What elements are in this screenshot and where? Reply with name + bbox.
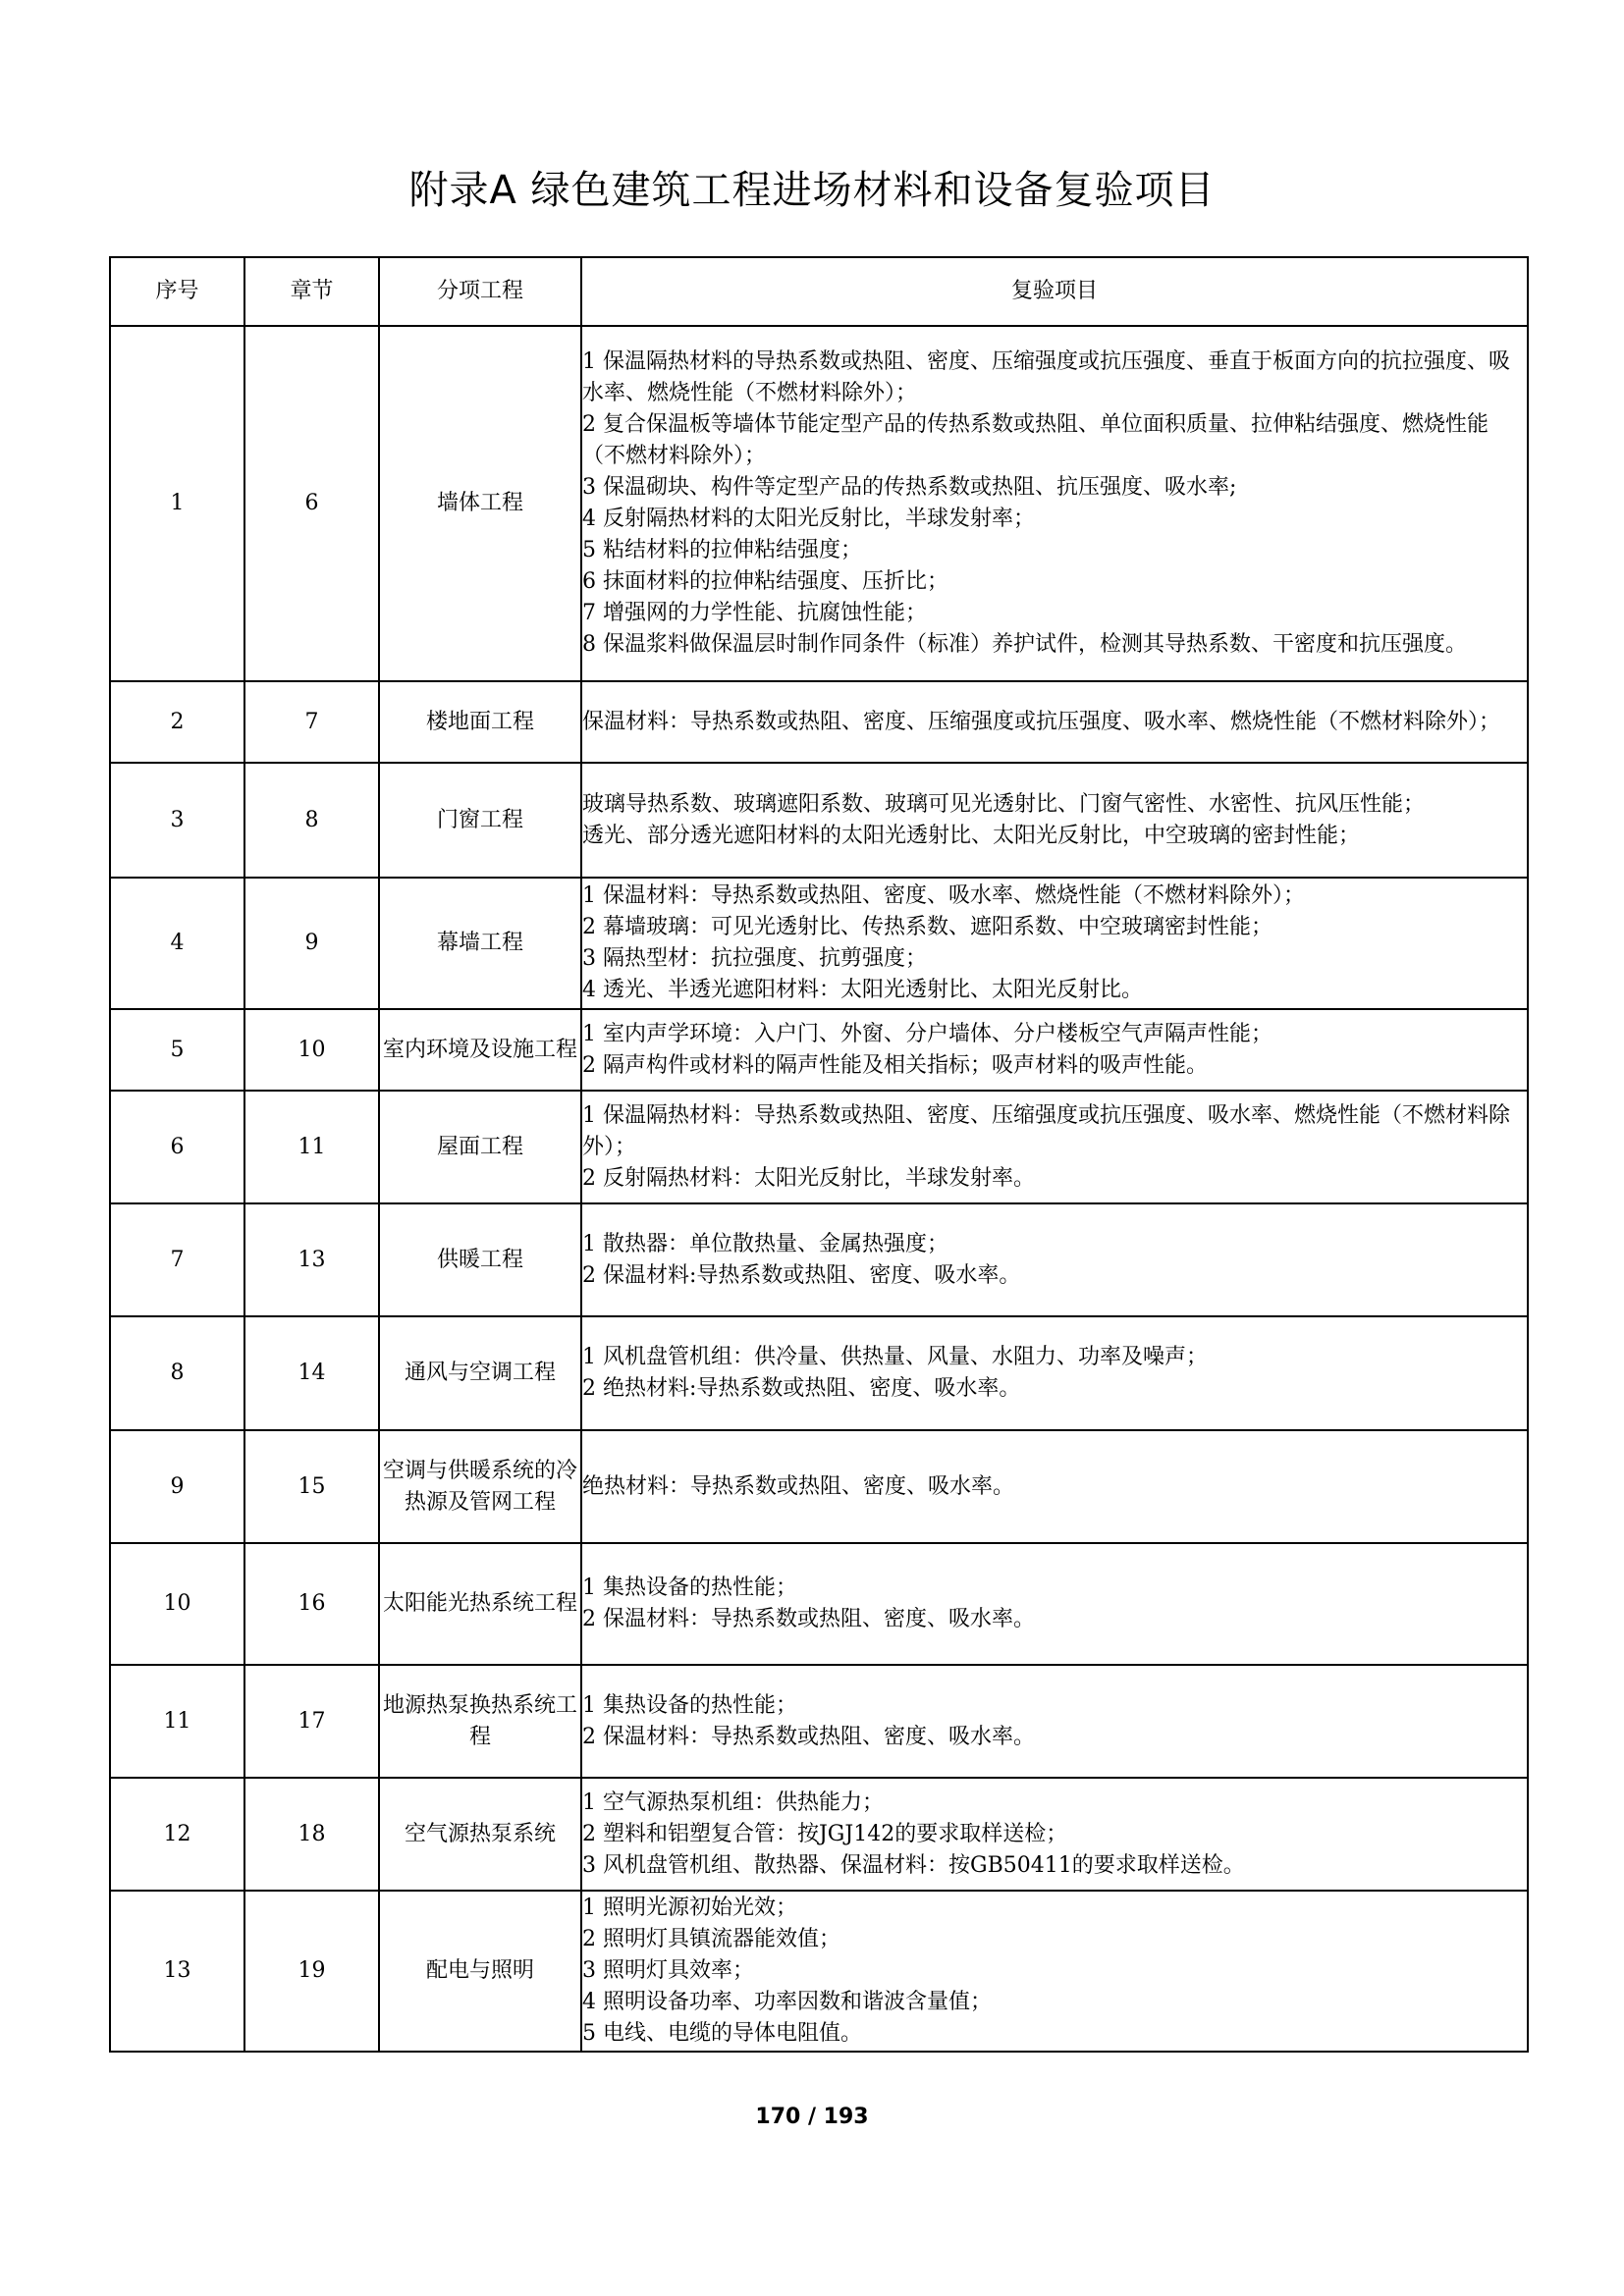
inspection-item: 6 抹面材料的拉伸粘结强度、压折比； xyxy=(582,569,948,594)
inspection-item: 1 集热设备的热性能； xyxy=(582,1692,797,1718)
row-work-item: 楼地面工程 xyxy=(379,681,581,763)
row-number: 13 xyxy=(110,1891,244,2052)
row-chapter: 9 xyxy=(244,878,379,1009)
row-inspection-items xyxy=(581,1009,1528,1091)
inspection-item: 3 风机盘管机组、散热器、保温材料：按GB50411的要求取样送检。 xyxy=(582,1852,1245,1878)
row-chapter: 11 xyxy=(244,1091,379,1203)
row-number: 3 xyxy=(110,763,244,878)
inspection-item: 保温材料：导热系数或热阻、密度、压缩强度或抗压强度、吸水率、燃烧性能（不燃材料除外）； xyxy=(582,709,1501,734)
inspection-item: 1 空气源热泵机组：供热能力； xyxy=(582,1789,884,1815)
row-inspection-items xyxy=(581,1891,1528,2052)
inspection-item: 2 照明灯具镇流器能效值； xyxy=(582,1927,840,1951)
row-chapter: 18 xyxy=(244,1778,379,1891)
row-inspection-items xyxy=(581,1778,1528,1891)
row-number: 8 xyxy=(110,1316,244,1430)
row-work-item: 空气源热泵系统 xyxy=(379,1778,581,1891)
row-work-item: 配电与照明 xyxy=(379,1891,581,2052)
inspection-item: 1 散热器：单位散热量、金属热强度； xyxy=(582,1231,948,1256)
inspection-item: 2 保温材料:导热系数或热阻、密度、吸水率。 xyxy=(582,1262,1021,1288)
row-work-item: 室内环境及设施工程 xyxy=(379,1009,581,1091)
table-row xyxy=(110,763,1528,878)
row-inspection-items xyxy=(581,1203,1528,1316)
inspection-item: 4 透光、半透光遮阳材料：太阳光透射比、太阳光反射比。 xyxy=(582,978,1143,1002)
inspection-item: 3 隔热型材：抗拉强度、抗剪强度； xyxy=(582,946,927,971)
inspection-item: 5 粘结材料的拉伸粘结强度； xyxy=(582,538,862,562)
row-number: 4 xyxy=(110,878,244,1009)
row-chapter: 8 xyxy=(244,763,379,878)
row-inspection-items xyxy=(581,681,1528,763)
inspection-item: 1 保温隔热材料的导热系数或热阻、密度、压缩强度或抗压强度、垂直于板面方向的抗拉强度、吸水率、燃烧性能（不燃材料除外）； xyxy=(582,349,1510,405)
row-chapter: 15 xyxy=(244,1430,379,1543)
inspection-item: 1 保温材料：导热系数或热阻、密度、吸水率、燃烧性能（不燃材料除外）； xyxy=(582,883,1305,908)
inspection-item: 8 保温浆料做保温层时制作同条件（标准）养护试件，检测其导热系数、干密度和抗压强度。 xyxy=(582,632,1467,657)
table-header-row xyxy=(110,257,1528,326)
row-number: 2 xyxy=(110,681,244,763)
table-row xyxy=(110,878,1528,1009)
inspection-item: 2 塑料和铝塑复合管：按JGJ142的要求取样送检； xyxy=(582,1821,1068,1846)
table-row xyxy=(110,1891,1528,2052)
header-no: 序号 xyxy=(110,257,244,326)
inspection-item: 1 照明光源初始光效； xyxy=(582,1896,797,1920)
inspection-item: 1 室内声学环境：入户门、外窗、分户墙体、分户楼板空气声隔声性能； xyxy=(582,1021,1272,1046)
row-inspection-items xyxy=(581,1665,1528,1778)
row-number: 10 xyxy=(110,1543,244,1665)
row-work-item: 地源热泵换热系统工程 xyxy=(379,1665,581,1778)
row-inspection-items xyxy=(581,1430,1528,1543)
row-chapter: 19 xyxy=(244,1891,379,2052)
row-chapter: 17 xyxy=(244,1665,379,1778)
inspection-item: 2 反射隔热材料：太阳光反射比，半球发射率。 xyxy=(582,1165,1035,1191)
inspection-item: 透光、部分透光遮阳材料的太阳光透射比、太阳光反射比，中空玻璃的密封性能； xyxy=(582,823,1361,848)
table-row xyxy=(110,1316,1528,1430)
table-row xyxy=(110,681,1528,763)
inspection-item: 4 反射隔热材料的太阳光反射比，半球发射率； xyxy=(582,507,1035,531)
table-row xyxy=(110,326,1528,681)
table-row xyxy=(110,1009,1528,1091)
inspection-item: 绝热材料：导热系数或热阻、密度、吸水率。 xyxy=(582,1473,1015,1499)
row-inspection-items xyxy=(581,878,1528,1009)
page-number: 170 / 193 xyxy=(755,2105,869,2129)
row-work-item: 通风与空调工程 xyxy=(379,1316,581,1430)
row-inspection-items xyxy=(581,1543,1528,1665)
row-work-item: 屋面工程 xyxy=(379,1091,581,1203)
row-work-item: 太阳能光热系统工程 xyxy=(379,1543,581,1665)
row-work-item: 供暖工程 xyxy=(379,1203,581,1316)
row-number: 6 xyxy=(110,1091,244,1203)
row-chapter: 13 xyxy=(244,1203,379,1316)
row-chapter: 16 xyxy=(244,1543,379,1665)
table-row xyxy=(110,1203,1528,1316)
inspection-item: 2 保温材料：导热系数或热阻、密度、吸水率。 xyxy=(582,1607,1035,1631)
row-number: 5 xyxy=(110,1009,244,1091)
table-row xyxy=(110,1430,1528,1543)
inspection-item: 2 绝热材料:导热系数或热阻、密度、吸水率。 xyxy=(582,1376,1021,1401)
inspection-item: 1 保温隔热材料：导热系数或热阻、密度、压缩强度或抗压强度、吸水率、燃烧性能（不燃材料除外）； xyxy=(582,1102,1510,1159)
row-work-item: 墙体工程 xyxy=(379,326,581,681)
inspection-item: 2 幕墙玻璃：可见光透射比、传热系数、遮阳系数、中空玻璃密封性能； xyxy=(582,915,1272,939)
row-inspection-items xyxy=(581,326,1528,681)
inspection-item: 玻璃导热系数、玻璃遮阳系数、玻璃可见光透射比、门窗气密性、水密性、抗风压性能； xyxy=(582,791,1426,817)
inspection-item: 1 集热设备的热性能； xyxy=(582,1575,797,1600)
row-inspection-items xyxy=(581,1091,1528,1203)
header-work: 分项工程 xyxy=(379,257,581,326)
row-inspection-items xyxy=(581,1316,1528,1430)
page-title: 附录A 绿色建筑工程进场材料和设备复验项目 xyxy=(408,168,1216,213)
row-work-item: 门窗工程 xyxy=(379,763,581,878)
table-row xyxy=(110,1091,1528,1203)
row-work-item: 空调与供暖系统的冷热源及管网工程 xyxy=(379,1430,581,1543)
row-number: 9 xyxy=(110,1430,244,1543)
inspection-item: 3 保温砌块、构件等定型产品的传热系数或热阻、抗压强度、吸水率; xyxy=(582,475,1237,500)
table-row xyxy=(110,1543,1528,1665)
row-chapter: 7 xyxy=(244,681,379,763)
row-chapter: 6 xyxy=(244,326,379,681)
header-chapter: 章节 xyxy=(244,257,379,326)
row-number: 1 xyxy=(110,326,244,681)
table-row xyxy=(110,1778,1528,1891)
row-inspection-items xyxy=(581,763,1528,878)
row-number: 12 xyxy=(110,1778,244,1891)
inspection-item: 7 增强网的力学性能、抗腐蚀性能； xyxy=(582,601,927,625)
inspection-item: 3 照明灯具效率； xyxy=(582,1958,754,1983)
inspection-item: 2 隔声构件或材料的隔声性能及相关指标；吸声材料的吸声性能。 xyxy=(582,1052,1208,1078)
inspection-item: 5 电线、电缆的导体电阻值。 xyxy=(582,2021,862,2046)
inspection-table xyxy=(109,256,1529,2053)
inspection-item: 2 保温材料：导热系数或热阻、密度、吸水率。 xyxy=(582,1724,1035,1749)
inspection-item: 1 风机盘管机组：供冷量、供热量、风量、水阻力、功率及噪声； xyxy=(582,1345,1208,1369)
row-number: 11 xyxy=(110,1665,244,1778)
row-chapter: 10 xyxy=(244,1009,379,1091)
table-row xyxy=(110,1665,1528,1778)
row-work-item: 幕墙工程 xyxy=(379,878,581,1009)
header-items: 复验项目 xyxy=(581,257,1528,326)
row-chapter: 14 xyxy=(244,1316,379,1430)
inspection-item: 2 复合保温板等墙体节能定型产品的传热系数或热阻、单位面积质量、拉伸粘结强度、燃烧性能（不燃材料除外）； xyxy=(582,412,1489,468)
inspection-item: 4 照明设备功率、功率因数和谐波含量值； xyxy=(582,1990,992,2014)
row-number: 7 xyxy=(110,1203,244,1316)
